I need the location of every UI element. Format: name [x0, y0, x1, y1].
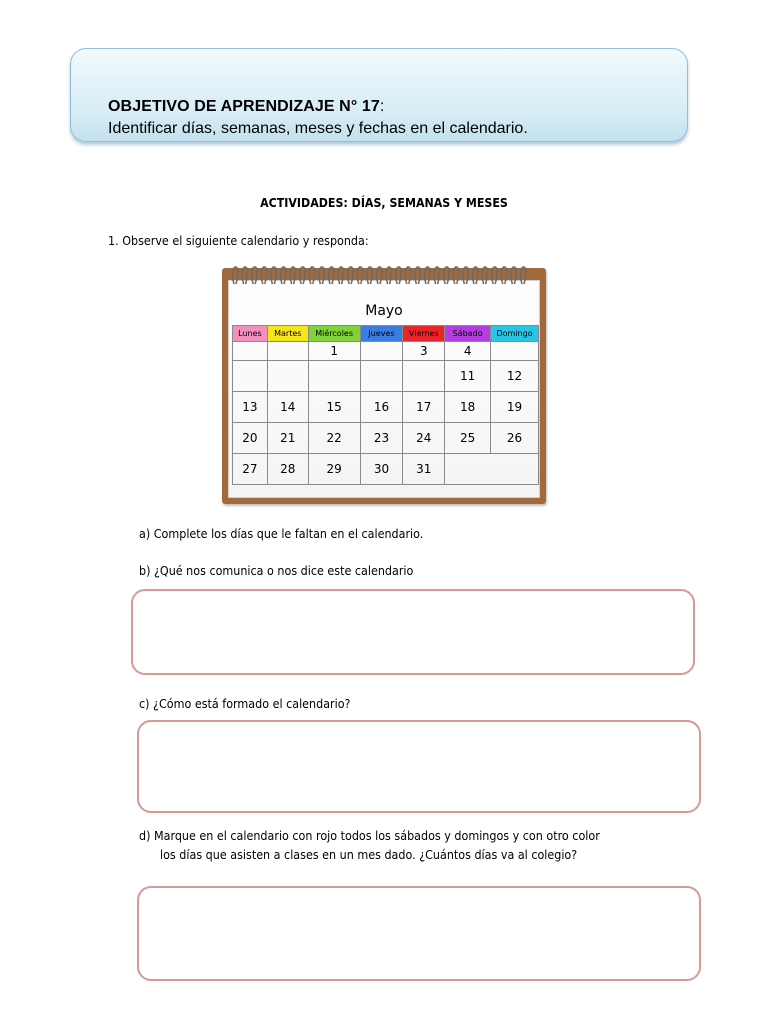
calendar-day-cell[interactable]: 11	[445, 361, 491, 392]
calendar-day-cell[interactable]	[360, 342, 403, 361]
calendar-week-row	[233, 361, 539, 392]
calendar-day-cell[interactable]	[267, 342, 308, 361]
calendar-day-cell[interactable]: 12	[491, 361, 539, 392]
spiral-ring	[290, 267, 295, 284]
calendar-day-cell[interactable]: 20	[233, 423, 268, 454]
calendar-week-row	[233, 454, 539, 485]
answer-box-d[interactable]	[137, 886, 701, 981]
objective-title-colon: :	[379, 98, 385, 115]
objective-title	[108, 98, 384, 116]
calendar-week-row	[233, 342, 539, 361]
calendar-day-cell[interactable]: 14	[267, 392, 308, 423]
calendar-day-cell[interactable]: 15	[308, 392, 360, 423]
calendar-day-cell[interactable]: 16	[360, 392, 403, 423]
spiral-ring	[319, 267, 324, 284]
spiral-ring	[233, 267, 238, 284]
calendar-day-cell[interactable]: 25	[445, 423, 491, 454]
spiral-ring	[396, 267, 401, 284]
spiral-ring	[338, 267, 343, 284]
calendar-day-cell[interactable]: 26	[491, 423, 539, 454]
spiral-ring	[367, 267, 372, 284]
calendar-day-cell[interactable]	[308, 361, 360, 392]
spiral-ring	[271, 267, 276, 284]
spiral-ring	[261, 267, 266, 284]
calendar-day-header: Martes	[267, 326, 308, 342]
calendar-illustration	[222, 268, 546, 504]
section-heading: ACTIVIDADES: DÍAS, SEMANAS Y MESES	[260, 196, 508, 210]
question-b: b) ¿Qué nos comunica o nos dice este calendario	[139, 564, 414, 578]
calendar-day-cell[interactable]: 13	[233, 392, 268, 423]
spiral-ring	[348, 267, 353, 284]
spiral-ring	[463, 267, 468, 284]
calendar-day-cell[interactable]: 30	[360, 454, 403, 485]
spiral-ring	[453, 267, 458, 284]
spiral-ring	[357, 267, 362, 284]
objective-subtitle: Identificar días, semanas, meses y fechas en el calendario.	[108, 120, 528, 137]
spiral-ring	[473, 267, 478, 284]
spiral-ring	[415, 267, 420, 284]
spiral-ring	[511, 267, 516, 284]
calendar-day-cell[interactable]: 18	[445, 392, 491, 423]
spiral-ring	[444, 267, 449, 284]
spiral-ring	[300, 267, 305, 284]
question-d-line-1: d) Marque en el calendario con rojo todos los sábados y domingos y con otro color	[139, 829, 600, 843]
spiral-ring	[405, 267, 410, 284]
calendar-day-cell[interactable]: 24	[403, 423, 445, 454]
spiral-ring	[377, 267, 382, 284]
spiral-ring	[521, 267, 526, 284]
question-c: c) ¿Cómo está formado el calendario?	[139, 697, 351, 711]
calendar-month: Mayo	[365, 303, 403, 319]
answer-box-b[interactable]	[131, 589, 695, 675]
calendar-day-header: Miércoles	[308, 326, 360, 342]
calendar-day-cell[interactable]: 31	[403, 454, 445, 485]
calendar-day-cell[interactable]	[233, 342, 268, 361]
calendar-day-cell[interactable]	[360, 361, 403, 392]
calendar-day-header: Lunes	[233, 326, 268, 342]
calendar-day-cell[interactable]: 28	[267, 454, 308, 485]
instruction-1: 1. Observe el siguiente calendario y responda:	[108, 234, 369, 248]
calendar-day-header: Sábado	[445, 326, 491, 342]
spiral-ring	[434, 267, 439, 284]
calendar-day-cell[interactable]: 23	[360, 423, 403, 454]
spiral-ring	[252, 267, 257, 284]
spiral-ring	[425, 267, 430, 284]
calendar-day-cell[interactable]: 4	[445, 342, 491, 361]
calendar-day-cell[interactable]: 17	[403, 392, 445, 423]
calendar-day-cell[interactable]: 21	[267, 423, 308, 454]
spiral-ring	[492, 267, 497, 284]
question-a: a) Complete los días que le faltan en el calendario.	[139, 527, 424, 541]
calendar-day-cell[interactable]: 22	[308, 423, 360, 454]
calendar-week-row	[233, 392, 539, 423]
calendar-day-header: Jueves	[360, 326, 403, 342]
calendar-grid	[232, 325, 539, 485]
calendar-day-cell[interactable]: 3	[403, 342, 445, 361]
spiral-ring	[386, 267, 391, 284]
calendar-header-row	[233, 326, 539, 342]
spiral-binding-icon	[230, 264, 530, 288]
calendar-day-cell[interactable]: 19	[491, 392, 539, 423]
calendar-page	[228, 280, 540, 498]
calendar-day-cell[interactable]	[445, 454, 539, 485]
calendar-day-cell[interactable]	[491, 342, 539, 361]
spiral-ring	[242, 267, 247, 284]
calendar-day-cell[interactable]: 1	[308, 342, 360, 361]
calendar-day-cell[interactable]	[233, 361, 268, 392]
spiral-ring	[309, 267, 314, 284]
calendar-day-cell[interactable]: 29	[308, 454, 360, 485]
calendar-day-header: Domingo	[491, 326, 539, 342]
spiral-ring	[281, 267, 286, 284]
answer-box-c[interactable]	[137, 720, 701, 813]
spiral-ring	[482, 267, 487, 284]
objective-title-text: OBJETIVO DE APRENDIZAJE N° 17	[108, 98, 380, 115]
spiral-ring	[329, 267, 334, 284]
question-d-line-2: los días que asisten a clases en un mes dado. ¿Cuántos días va al colegio?	[160, 848, 578, 862]
calendar-week-row	[233, 423, 539, 454]
calendar-day-cell[interactable]: 27	[233, 454, 268, 485]
spiral-ring	[501, 267, 506, 284]
calendar-day-cell[interactable]	[403, 361, 445, 392]
calendar-day-cell[interactable]	[267, 361, 308, 392]
calendar-day-header: Viernes	[403, 326, 445, 342]
